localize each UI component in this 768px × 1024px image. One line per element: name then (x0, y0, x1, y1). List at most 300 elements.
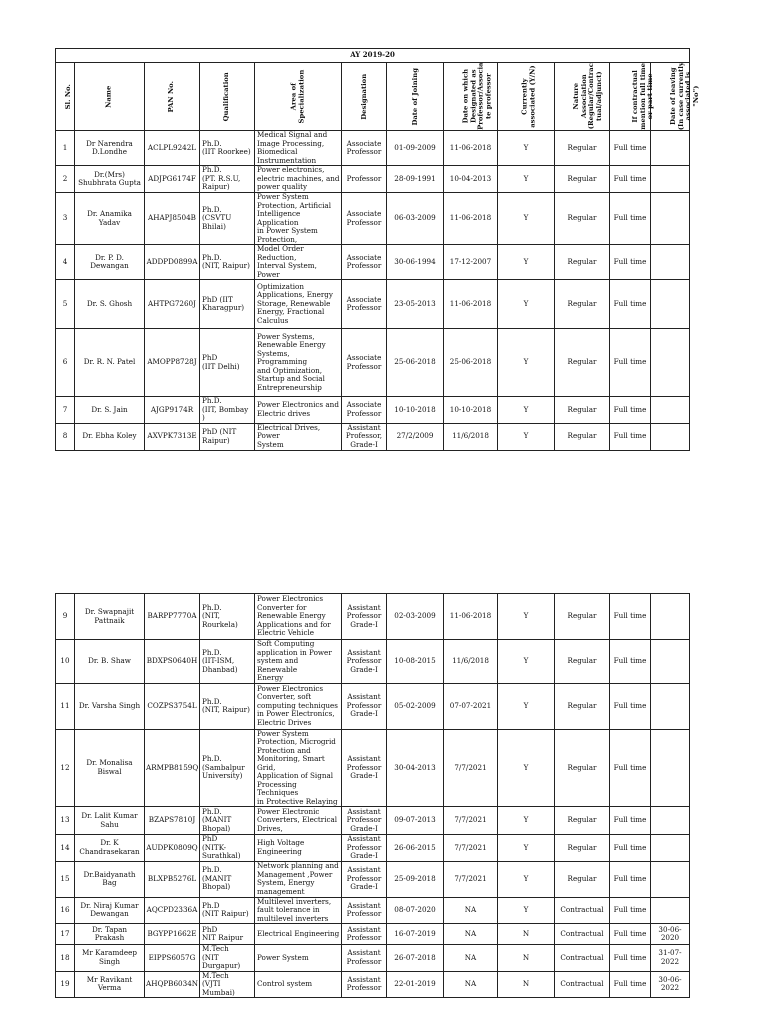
cell-nature-association: Contractual (555, 945, 610, 972)
cell-currently-associated: N (498, 971, 555, 998)
cell-name (75, 131, 145, 166)
cell-full-part-time: Full time (610, 945, 651, 972)
cell-date-of-leaving (651, 835, 690, 862)
cell-name (75, 280, 145, 329)
header-nature-association (555, 63, 610, 131)
cell-area-of-specialization-line: Processing Techniques (257, 779, 299, 797)
cell-name-line: Dr. Swapnajit (84, 607, 135, 616)
cell-date-of-joining: 28-09-1991 (387, 166, 444, 193)
cell-sl-no: 9 (56, 594, 75, 640)
cell-date-of-joining: 30-04-2013 (387, 729, 444, 807)
cell-area-of-specialization-line: Electric Vehicle (257, 628, 315, 638)
cell-name-line: Dewangan (90, 261, 129, 270)
cell-currently-associated: Y (498, 861, 555, 897)
cell-qualification (200, 397, 255, 424)
cell-qualification-line: Raipur) (202, 435, 230, 445)
cell-designation-line: Professor (346, 700, 382, 710)
cell-date-of-leaving (651, 166, 690, 193)
cell-nature-association: Contractual (555, 924, 610, 945)
cell-designation-line: Professor, (345, 431, 383, 441)
cell-date-designated: 25-06-2018 (444, 329, 498, 397)
cell-qualification-line: (IIT, Bombay ) (202, 404, 249, 422)
cell-area-of-specialization-line: Soft Computing (257, 639, 315, 648)
cell-currently-associated: Y (498, 166, 555, 193)
cell-area-of-specialization-line: Optimization (257, 281, 305, 291)
cell-area-of-specialization-line: Electric drives (257, 408, 311, 418)
cell-qualification-line: (NIT Durgapur) (202, 952, 241, 970)
header-text: Currently (520, 78, 529, 115)
header-text: or part time (646, 73, 655, 120)
cell-pan-no: AQCPD2336A (145, 897, 200, 924)
cell-designation (342, 807, 387, 835)
cell-designation-line: Assistant (347, 900, 381, 910)
cell-area-of-specialization-line: computing techniques (257, 700, 338, 710)
cell-qualification (200, 280, 255, 329)
table-row (56, 640, 690, 684)
cell-area-of-specialization (255, 193, 342, 245)
cell-designation-line: Grade-I (350, 664, 378, 674)
cell-sl-no: 4 (56, 245, 75, 280)
cell-area-of-specialization (255, 594, 342, 640)
cell-qualification (200, 193, 255, 245)
cell-qualification (200, 807, 255, 835)
cell-date-of-leaving (651, 683, 690, 729)
cell-full-part-time: Full time (610, 807, 651, 835)
cell-nature-association: Contractual (555, 897, 610, 924)
cell-name-line: Yadav (98, 217, 121, 227)
cell-pan-no: BLXPB5276L (145, 861, 200, 897)
cell-qualification-line: Bhopal) (202, 823, 231, 833)
cell-qualification-line: (NITK- (202, 842, 227, 852)
cell-designation-line: Professor (346, 815, 382, 825)
cell-name (75, 971, 145, 998)
cell-sl-no: 1 (56, 131, 75, 166)
cell-name-line: Mr Karamdeep (82, 948, 137, 958)
cell-name (75, 640, 145, 684)
cell-pan-no: COZPS3754L (145, 683, 200, 729)
cell-sl-no: 12 (56, 729, 75, 807)
cell-qualification-line: Dhanbad) (202, 664, 238, 674)
cell-date-of-leaving: 30-06-2020 (651, 924, 690, 945)
cell-full-part-time: Full time (610, 924, 651, 945)
cell-qualification (200, 729, 255, 807)
cell-qualification (200, 640, 255, 684)
cell-nature-association: Regular (555, 835, 610, 862)
cell-qualification-line: University) (202, 771, 243, 780)
cell-date-of-joining: 26-06-2015 (387, 835, 444, 862)
cell-qualification-line: Ph.D. (202, 806, 222, 816)
header-designation (342, 63, 387, 131)
cell-sl-no: 3 (56, 193, 75, 245)
cell-currently-associated: Y (498, 397, 555, 424)
cell-full-part-time: Full time (610, 971, 651, 998)
cell-designation-line: Professor (346, 611, 382, 621)
cell-name (75, 897, 145, 924)
cell-area-of-specialization-line: Startup and Social (257, 374, 325, 384)
cell-area-of-specialization-line: Monitoring, Smart Grid, (257, 754, 325, 772)
cell-pan-no: ADJPG6174F (145, 166, 200, 193)
cell-area-of-specialization (255, 423, 342, 450)
cell-area-of-specialization-line: Calculus (257, 315, 289, 325)
cell-date-of-leaving: 30-06-2022 (651, 971, 690, 998)
cell-name-line: Prakash (94, 933, 125, 942)
cell-currently-associated: Y (498, 835, 555, 862)
cell-area-of-specialization-line: Power System (257, 192, 309, 201)
cell-date-of-joining: 25-06-2018 (387, 329, 444, 397)
table-row (56, 897, 690, 924)
cell-nature-association: Regular (555, 193, 610, 245)
cell-designation (342, 897, 387, 924)
cell-nature-association: Regular (555, 245, 610, 280)
cell-designation-line: Grade-I (350, 619, 378, 629)
cell-date-of-joining: 25-09-2018 (387, 861, 444, 897)
cell-sl-no: 17 (56, 924, 75, 945)
academic-year-title: AY 2019-20 (56, 49, 690, 63)
table-row (56, 971, 690, 998)
cell-qualification (200, 861, 255, 897)
cell-qualification-line: (MANIT (202, 815, 232, 825)
cell-currently-associated: Y (498, 423, 555, 450)
cell-area-of-specialization (255, 861, 342, 897)
table-row (56, 729, 690, 807)
cell-date-of-joining: 05-02-2009 (387, 683, 444, 729)
cell-sl-no: 8 (56, 423, 75, 450)
cell-designation-line: Assistant (347, 834, 381, 843)
header-text: associated (Y/N) (528, 65, 537, 128)
cell-nature-association: Regular (555, 166, 610, 193)
table-row (56, 166, 690, 193)
table-row (56, 329, 690, 397)
cell-area-of-specialization-line: Converter for (257, 602, 307, 612)
cell-qualification-line: Ph.D (202, 900, 220, 910)
cell-name (75, 807, 145, 835)
cell-currently-associated: Y (498, 245, 555, 280)
cell-name (75, 193, 145, 245)
cell-nature-association: Regular (555, 683, 610, 729)
cell-designation-line: Assistant (347, 647, 381, 657)
cell-designation-line: Grade-I (350, 823, 378, 833)
cell-sl-no: 2 (56, 166, 75, 193)
cell-date-of-leaving (651, 193, 690, 245)
cell-designation-line: Professor (346, 261, 382, 270)
cell-area-of-specialization-line: Electrical Drives, Power (257, 422, 321, 441)
cell-sl-no: 13 (56, 807, 75, 835)
cell-date-designated: 11/6/2018 (444, 640, 498, 684)
cell-area-of-specialization-line: in Protective Relaying (257, 796, 338, 806)
cell-area-of-specialization (255, 280, 342, 329)
cell-qualification (200, 423, 255, 450)
cell-area-of-specialization-line: Power Systems, (257, 331, 315, 341)
cell-name (75, 329, 145, 397)
cell-area-of-specialization-line: multilevel inverters (257, 913, 329, 923)
cell-area-of-specialization (255, 971, 342, 998)
cell-pan-no: AUDPK0809Q (145, 835, 200, 862)
cell-designation-line: Assistant (347, 754, 381, 763)
cell-area-of-specialization-line: Systems, Programming (257, 348, 308, 367)
cell-sl-no: 18 (56, 945, 75, 972)
cell-area-of-specialization-line: High Voltage (257, 838, 305, 848)
cell-name-line: Dr. Varsha Singh (78, 700, 141, 710)
cell-date-designated: 7/7/2021 (444, 835, 498, 862)
table-row (56, 861, 690, 897)
cell-name-line: Dr. Anamika (87, 209, 132, 218)
cell-designation-line: Associate (346, 138, 382, 148)
cell-area-of-specialization-line: Electrical Engineering (257, 928, 340, 938)
faculty-table-page-1 (55, 48, 700, 451)
cell-designation (342, 640, 387, 684)
table-row (56, 835, 690, 862)
cell-date-designated: 11-06-2018 (444, 131, 498, 166)
cell-nature-association: Regular (555, 594, 610, 640)
cell-qualification-line: NIT Raipur (202, 933, 244, 942)
cell-pan-no: AHQPB6034N (145, 971, 200, 998)
cell-pan-no: AHTPG7260J (145, 280, 200, 329)
cell-area-of-specialization-line: Power Electronics and (257, 400, 339, 410)
cell-area-of-specialization-line: Applications and for (257, 619, 331, 629)
cell-area-of-specialization-line: Renewable Energy (257, 611, 326, 621)
cell-date-designated: 11/6/2018 (444, 423, 498, 450)
cell-qualification-line: Surathkal) (202, 851, 241, 860)
header-text: tual/adjunct) (594, 71, 603, 122)
cell-name-line: Dr. S. Jain (91, 404, 128, 414)
cell-qualification (200, 971, 255, 998)
table-row (56, 193, 690, 245)
cell-name (75, 835, 145, 862)
header-text: Sl. No. (63, 84, 72, 110)
cell-full-part-time: Full time (610, 835, 651, 862)
cell-qualification (200, 594, 255, 640)
cell-name (75, 729, 145, 807)
cell-name-line: Biswal (97, 766, 122, 776)
cell-area-of-specialization-line: Renewable Energy (257, 340, 326, 350)
cell-date-of-joining: 27/2/2009 (387, 423, 444, 450)
cell-nature-association: Regular (555, 423, 610, 450)
cell-area-of-specialization (255, 729, 342, 807)
cell-currently-associated: Y (498, 897, 555, 924)
cell-qualification (200, 245, 255, 280)
cell-sl-no: 5 (56, 280, 75, 329)
cell-area-of-specialization-line: electric machines, and (257, 173, 340, 183)
cell-currently-associated: Y (498, 329, 555, 397)
cell-sl-no: 11 (56, 683, 75, 729)
cell-name (75, 683, 145, 729)
cell-pan-no: ARMPB8159Q (145, 729, 200, 807)
cell-designation-line: Grade-I (350, 439, 378, 449)
cell-area-of-specialization-line: Medical Signal and (257, 130, 328, 139)
header-text: associated is (683, 72, 692, 121)
cell-date-designated: 10-04-2013 (444, 166, 498, 193)
cell-date-of-joining: 10-08-2015 (387, 640, 444, 684)
cell-designation-line: Professor (346, 933, 382, 942)
cell-name-line: Dr. Monalisa (86, 758, 133, 768)
cell-designation-line: Assistant (347, 924, 381, 934)
header-text: (In case currently (676, 62, 685, 131)
cell-qualification-line: PhD (NIT (202, 427, 237, 436)
cell-name-line: D.Londhe (91, 147, 127, 156)
cell-area-of-specialization-line: Protection, (257, 234, 298, 244)
cell-qualification-line: Ph.D. (202, 165, 222, 175)
cell-qualification-line: Ph.D. (MANIT (202, 865, 232, 883)
cell-designation (342, 971, 387, 998)
cell-date-designated: 11-06-2018 (444, 594, 498, 640)
cell-name-line: Dr. Tapan (91, 924, 127, 934)
cell-designation-line: Professor (346, 173, 382, 183)
cell-qualification-line: M.Tech (202, 944, 229, 953)
cell-date-of-leaving: 31-07-2022 (651, 945, 690, 972)
cell-nature-association: Regular (555, 397, 610, 424)
cell-date-designated: 7/7/2021 (444, 729, 498, 807)
cell-qualification-line: (IIT Delhi) (202, 361, 240, 371)
cell-name-line: Shubhrata Gupta (78, 178, 141, 187)
cell-currently-associated: Y (498, 131, 555, 166)
cell-name (75, 945, 145, 972)
table-row (56, 280, 690, 329)
cell-qualification-line: PhD (202, 924, 218, 934)
cell-qualification-line: Ph.D. (202, 396, 222, 405)
cell-area-of-specialization-line: Biomedical (257, 147, 298, 156)
header-date-of-joining (387, 63, 444, 131)
cell-full-part-time: Full time (610, 245, 651, 280)
table-row (56, 683, 690, 729)
cell-area-of-specialization-line: Converters, Electrical (257, 815, 338, 825)
faculty-table-page-2 (55, 593, 690, 998)
cell-designation-line: Assistant (347, 974, 381, 984)
cell-designation-line: Associate (346, 252, 382, 262)
cell-date-of-leaving (651, 729, 690, 807)
cell-date-of-joining: 09-07-2013 (387, 807, 444, 835)
cell-date-of-joining: 08-07-2020 (387, 897, 444, 924)
header-text: "No") (691, 85, 700, 108)
header-sl-no (56, 63, 75, 131)
table-body-page-1 (56, 131, 690, 451)
cell-area-of-specialization-line: in Power Electronics, (257, 709, 335, 719)
cell-area-of-specialization-line: Application of Signal (257, 771, 334, 780)
cell-qualification-line: PhD (202, 834, 218, 843)
cell-date-of-joining: 26-07-2018 (387, 945, 444, 972)
cell-date-designated: 07-07-2021 (444, 683, 498, 729)
cell-area-of-specialization-line: Intelligence Application (257, 209, 301, 227)
cell-name-line: Mr Ravikant (86, 974, 133, 984)
cell-designation-line: Assistant (347, 602, 381, 612)
cell-designation-line: Professor (346, 408, 382, 418)
cell-qualification (200, 945, 255, 972)
cell-designation-line: Professor (346, 217, 382, 227)
cell-date-of-leaving (651, 131, 690, 166)
cell-name-line: Dr. P. D. (95, 252, 124, 262)
cell-designation-line: Grade-I (350, 882, 378, 892)
cell-designation (342, 945, 387, 972)
cell-area-of-specialization (255, 329, 342, 397)
cell-designation-line: Professor (346, 873, 382, 883)
cell-area-of-specialization-line: Electric Drives (257, 717, 312, 727)
header-full-part-time (610, 63, 655, 131)
cell-full-part-time: Full time (610, 423, 651, 450)
cell-area-of-specialization (255, 166, 342, 193)
cell-pan-no: AMOPP8728J (145, 329, 200, 397)
cell-area-of-specialization-line: Power Electronics (257, 683, 324, 693)
cell-sl-no: 10 (56, 640, 75, 684)
cell-qualification-line: (IIT-ISM, (202, 656, 235, 665)
cell-sl-no: 7 (56, 397, 75, 424)
cell-date-designated: 17-12-2007 (444, 245, 498, 280)
header-text: Date of Joining (410, 68, 419, 126)
table-row (56, 397, 690, 424)
cell-sl-no: 6 (56, 329, 75, 397)
cell-designation-line: Assistant (347, 422, 381, 432)
cell-date-designated: NA (444, 945, 498, 972)
cell-name (75, 924, 145, 945)
cell-qualification-line: Kharagpur) (202, 303, 245, 312)
cell-name (75, 166, 145, 193)
cell-name-line: Sahu (100, 819, 119, 829)
cell-qualification-line: (NIT Raipur) (202, 909, 249, 919)
cell-qualification-line: Raipur) (202, 182, 230, 192)
cell-area-of-specialization-line: power quality (257, 182, 308, 192)
cell-designation-line: Associate (346, 294, 382, 304)
cell-area-of-specialization-line: Applications, Energy (257, 290, 333, 300)
cell-pan-no: EIPPS6057G (145, 945, 200, 972)
cell-date-of-joining: 01-09-2009 (387, 131, 444, 166)
cell-area-of-specialization (255, 131, 342, 166)
cell-date-of-leaving (651, 640, 690, 684)
cell-designation-line: Professor (346, 303, 382, 312)
cell-name-line: Dr. Lalit Kumar (81, 811, 138, 820)
cell-designation-line: Professor (346, 147, 382, 156)
cell-designation (342, 594, 387, 640)
cell-name-line: Dr. Ebha Koley (82, 431, 137, 441)
cell-qualification-line: (CSVTU Bhilai) (202, 213, 232, 231)
cell-area-of-specialization-line: Model Order Reduction, (257, 244, 304, 262)
cell-name-line: Dr. K (100, 838, 119, 848)
cell-qualification-line: (VJTI Mumbai) (202, 979, 235, 997)
cell-designation (342, 245, 387, 280)
cell-pan-no: AJGP9174R (145, 397, 200, 424)
header-currently-associated (498, 63, 555, 131)
cell-designation-line: Professor (346, 762, 382, 772)
header-name (75, 63, 145, 131)
cell-date-of-leaving (651, 423, 690, 450)
cell-area-of-specialization-line: Power System (257, 728, 309, 738)
cell-qualification-line: Ph.D. (202, 204, 222, 214)
cell-name-line: Dr. Niraj Kumar (80, 900, 139, 910)
header-text: Professor/Associa (476, 62, 485, 131)
cell-qualification (200, 835, 255, 862)
cell-designation-line: Associate (346, 353, 382, 362)
cell-date-of-joining: 23-05-2013 (387, 280, 444, 329)
header-text: Specialization (297, 69, 305, 124)
cell-qualification-line: M.Tech (202, 970, 229, 980)
cell-date-of-joining: 16-07-2019 (387, 924, 444, 945)
cell-area-of-specialization-line: Protection, Microgrid (257, 737, 336, 746)
cell-area-of-specialization-line: Interval System, Power (257, 261, 317, 279)
cell-area-of-specialization-line: Control system (257, 979, 313, 988)
cell-full-part-time: Full time (610, 897, 651, 924)
cell-area-of-specialization (255, 683, 342, 729)
cell-area-of-specialization-line: Protection, Artificial (257, 200, 331, 210)
cell-currently-associated: N (498, 924, 555, 945)
cell-name-line: Dr. B. Shaw (88, 656, 131, 665)
cell-name-line: Chandrasekaran (79, 846, 140, 856)
cell-date-designated: 11-06-2018 (444, 193, 498, 245)
cell-full-part-time: Full time (610, 329, 651, 397)
cell-pan-no: AHAPJ8504B (145, 193, 200, 245)
cell-designation (342, 166, 387, 193)
header-area-of-specialization (255, 63, 342, 131)
cell-designation (342, 861, 387, 897)
cell-qualification-line: Bhopal) (202, 882, 231, 892)
cell-qualification (200, 329, 255, 397)
cell-nature-association: Regular (555, 640, 610, 684)
